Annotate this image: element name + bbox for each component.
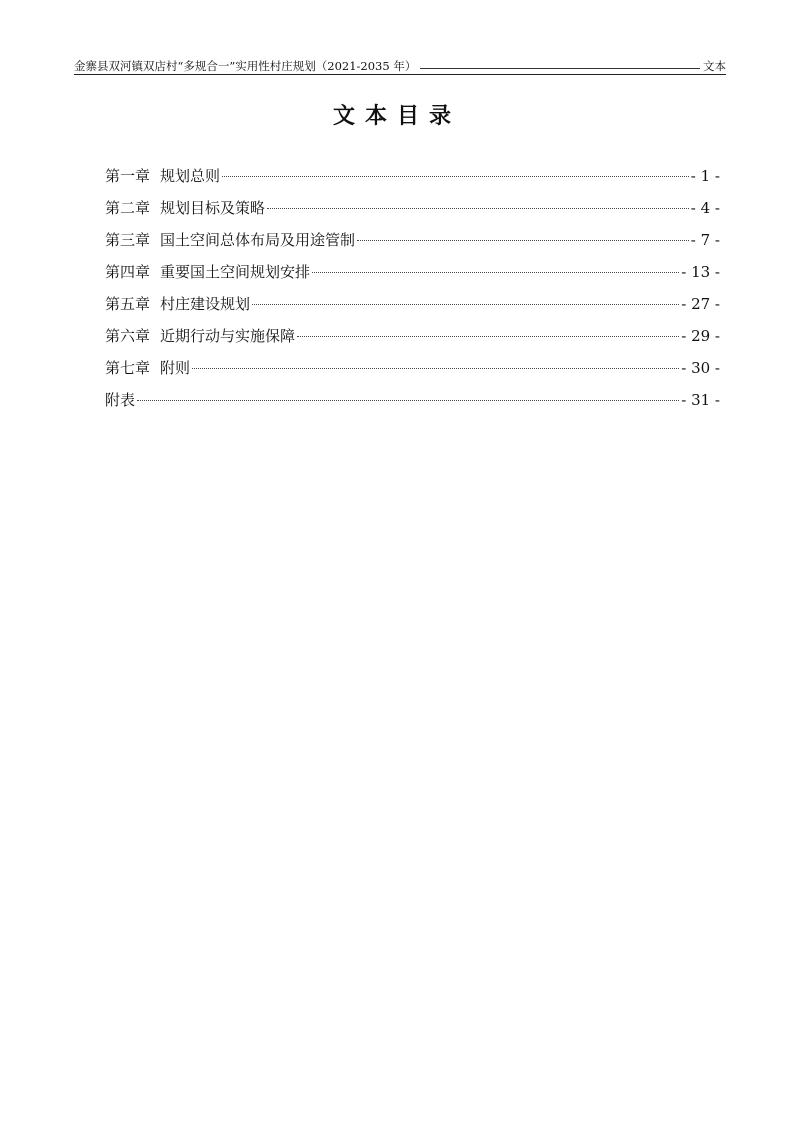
toc-chapter-number: 第四章: [105, 263, 151, 281]
toc-entry[interactable]: [105, 261, 720, 293]
toc-chapter-number: 第六章: [105, 327, 151, 345]
toc-page-number: - 29 -: [681, 327, 720, 345]
toc-entry-title: 村庄建设规划: [160, 295, 251, 313]
toc-leader-dots: [252, 303, 679, 305]
header-title: 金寨县双河镇双店村“多规合一”实用性村庄规划（2021-2035 年）: [74, 59, 417, 73]
toc-entry[interactable]: [105, 293, 720, 325]
toc-page-number: - 27 -: [681, 295, 720, 313]
toc-entry[interactable]: [105, 357, 720, 389]
toc-leader-dots: [267, 207, 689, 209]
toc-page-number: - 31 -: [681, 391, 720, 409]
table-of-contents: [105, 165, 720, 421]
header-rule: [420, 68, 700, 69]
toc-entry-title: 重要国土空间规划安排: [160, 263, 311, 281]
toc-page-number: - 30 -: [681, 359, 720, 377]
toc-entry[interactable]: [105, 325, 720, 357]
toc-leader-dots: [192, 367, 679, 369]
header-section-label: 文本: [703, 59, 726, 73]
toc-page-number: - 13 -: [681, 263, 720, 281]
toc-entry-appendix[interactable]: [105, 389, 720, 421]
toc-page-number: - 1 -: [690, 167, 720, 185]
toc-leader-dots: [312, 271, 679, 273]
running-header: [74, 56, 726, 75]
toc-leader-dots: [297, 335, 679, 337]
toc-leader-dots: [222, 175, 689, 177]
toc-entry-title: 规划目标及策略: [160, 199, 266, 217]
toc-chapter-number: 第一章: [105, 167, 151, 185]
page-title: 文本目录: [332, 104, 461, 129]
toc-chapter-number: 第五章: [105, 295, 151, 313]
toc-leader-dots: [137, 399, 679, 401]
toc-page-number: - 4 -: [690, 199, 720, 217]
toc-chapter-number: 第二章: [105, 199, 151, 217]
toc-chapter-number: 第三章: [105, 231, 151, 249]
toc-leader-dots: [357, 239, 689, 241]
toc-entry[interactable]: [105, 229, 720, 261]
toc-entry-title: 规划总则: [160, 167, 221, 185]
toc-entry-title: 附表: [105, 391, 136, 409]
toc-entry-title: 近期行动与实施保障: [160, 327, 296, 345]
toc-chapter-number: 第七章: [105, 359, 151, 377]
toc-entry[interactable]: [105, 197, 720, 229]
toc-page-number: - 7 -: [690, 231, 720, 249]
toc-entry-title: 国土空间总体布局及用途管制: [160, 231, 356, 249]
toc-entry[interactable]: [105, 165, 720, 197]
toc-entry-title: 附则: [160, 359, 191, 377]
